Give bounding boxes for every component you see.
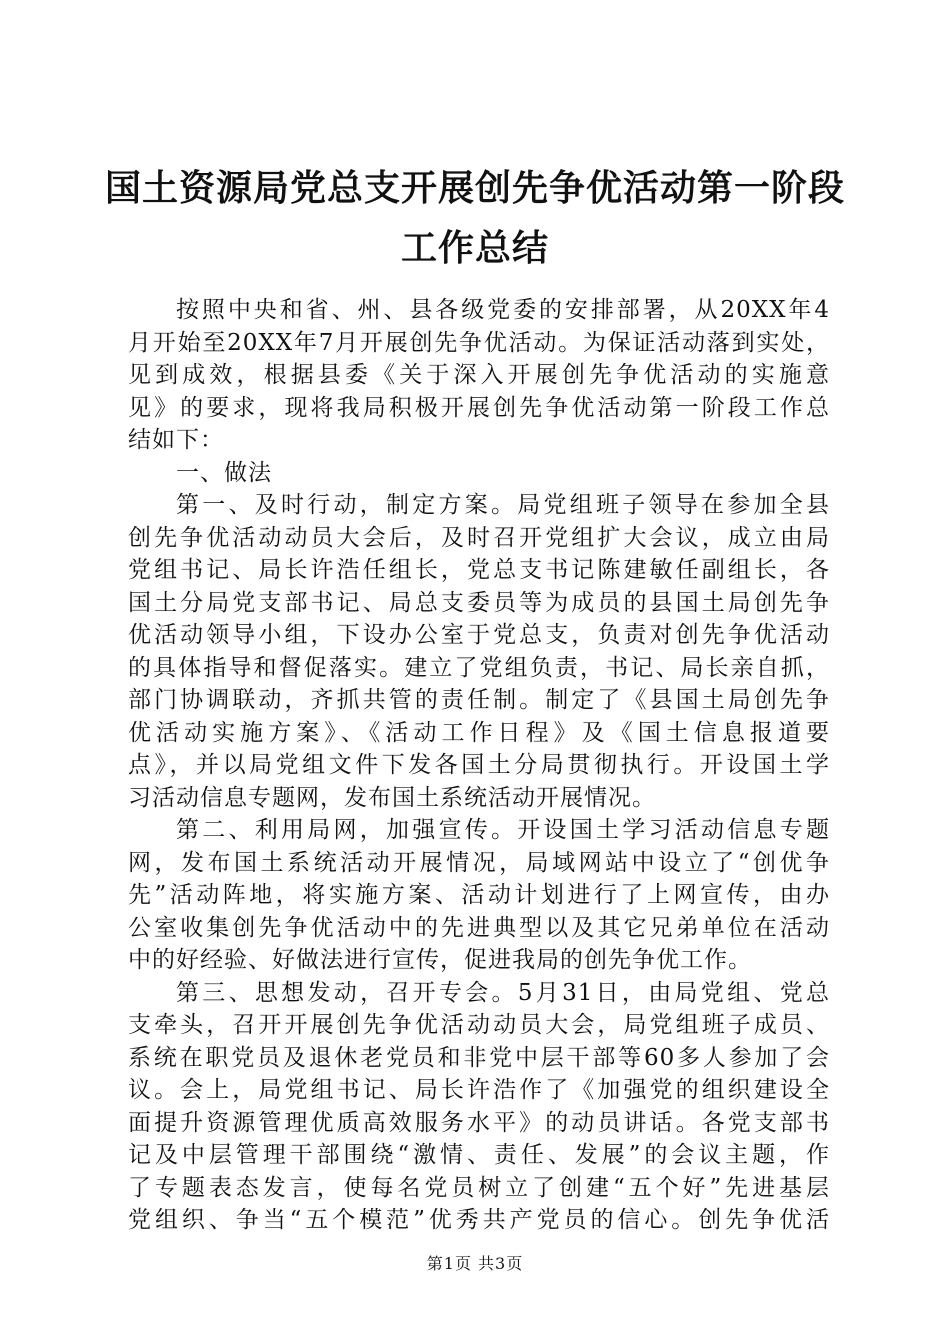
body-text-line: 系统在职党员及退休老党员和非党中层干部等60多人参加了会 [128,1044,830,1071]
body-text-line: 第二、利用局网，加强宣传。开设国土学习活动信息专题 [176,817,830,843]
body-text-line: 见到成效，根据县委《关于深入开展创先争优活动的实施意 [128,362,830,388]
body-text-line: 部门协调联动，齐抓共管的责任制。制定了《县国土局创先争 [128,687,830,713]
body-text-line: 记及中层管理干部围绕“激情、责任、发展”的会议主题，作 [128,1142,830,1168]
document-title-line-1: 国土资源局党总支开展创先争优活动第一阶段 [104,167,845,209]
body-text-line: 支牵头，召开开展创先争优活动动员大会，局党组班子成员、 [128,1012,830,1038]
body-text-line: 先”活动阵地，将实施方案、活动计划进行了上网宣传，由办 [128,882,830,908]
body-text-line: 了专题表态发言，使每名党员树立了创建“五个好”先进基层 [128,1174,830,1201]
body-text-line: 月开始至20XX年7月开展创先争优活动。为保证活动落到实处， [128,329,830,356]
body-text-line: 习活动信息专题网，发布国土系统活动开展情况。 [128,784,656,811]
body-text-line: 公室收集创先争优活动中的先进典型以及其它兄弟单位在活动 [128,914,830,941]
body-text-line: 创先争优活动动员大会后，及时召开党组扩大会议，成立由局 [128,524,830,551]
body-text-line: 国土分局党支部书记、局总支委员等为成员的县国土局创先争 [128,589,830,616]
body-text-line: 见》的要求，现将我局积极开展创先争优活动第一阶段工作总 [128,394,830,421]
body-text-line: 网，发布国土系统活动开展情况，局域网站中设立了“创优争 [128,849,830,876]
body-text-line: 党组织、争当“五个模范”优秀共产党员的信心。创先争优活 [128,1207,830,1233]
body-text-line: 按照中央和省、州、县各级党委的安排部署，从20XX年4 [176,297,830,323]
body-text-line: 结如下： [128,427,224,453]
body-text-line: 第三、思想发动，召开专会。5月31日，由局党组、党总 [176,979,830,1006]
body-text-line: 点》，并以局党组文件下发各国土分局贯彻执行。开设国土学 [128,752,830,778]
body-text-line: 中的好经验、好做法进行宣传，促进我局的创先争优工作。 [128,947,752,973]
body-text-line: 面提升资源管理优质高效服务水平》的动员讲话。各党支部书 [128,1109,830,1136]
body-text-line: 第一、及时行动，制定方案。局党组班子领导在参加全县 [176,492,830,518]
document-title-line-2: 工作总结 [400,227,549,269]
document-body [128,294,830,1237]
body-text-line: 党组书记、局长许浩任组长，党总支书记陈建敏任副组长，各 [128,557,830,583]
body-text-line: 优活动领导小组，下设办公室于党总支，负责对创先争优活动 [128,622,830,648]
page-footer: 第1页 共3页 [426,1254,524,1273]
body-text-line: 议。会上，局党组书记、局长许浩作了《加强党的组织建设全 [128,1077,830,1103]
body-text-line: 一、做法 [176,459,272,486]
body-text-line: 的具体指导和督促落实。建立了党组负责，书记、局长亲自抓， [128,654,830,681]
body-text-line: 优活动实施方案》、《活动工作日程》及《国土信息报道要 [128,719,830,746]
